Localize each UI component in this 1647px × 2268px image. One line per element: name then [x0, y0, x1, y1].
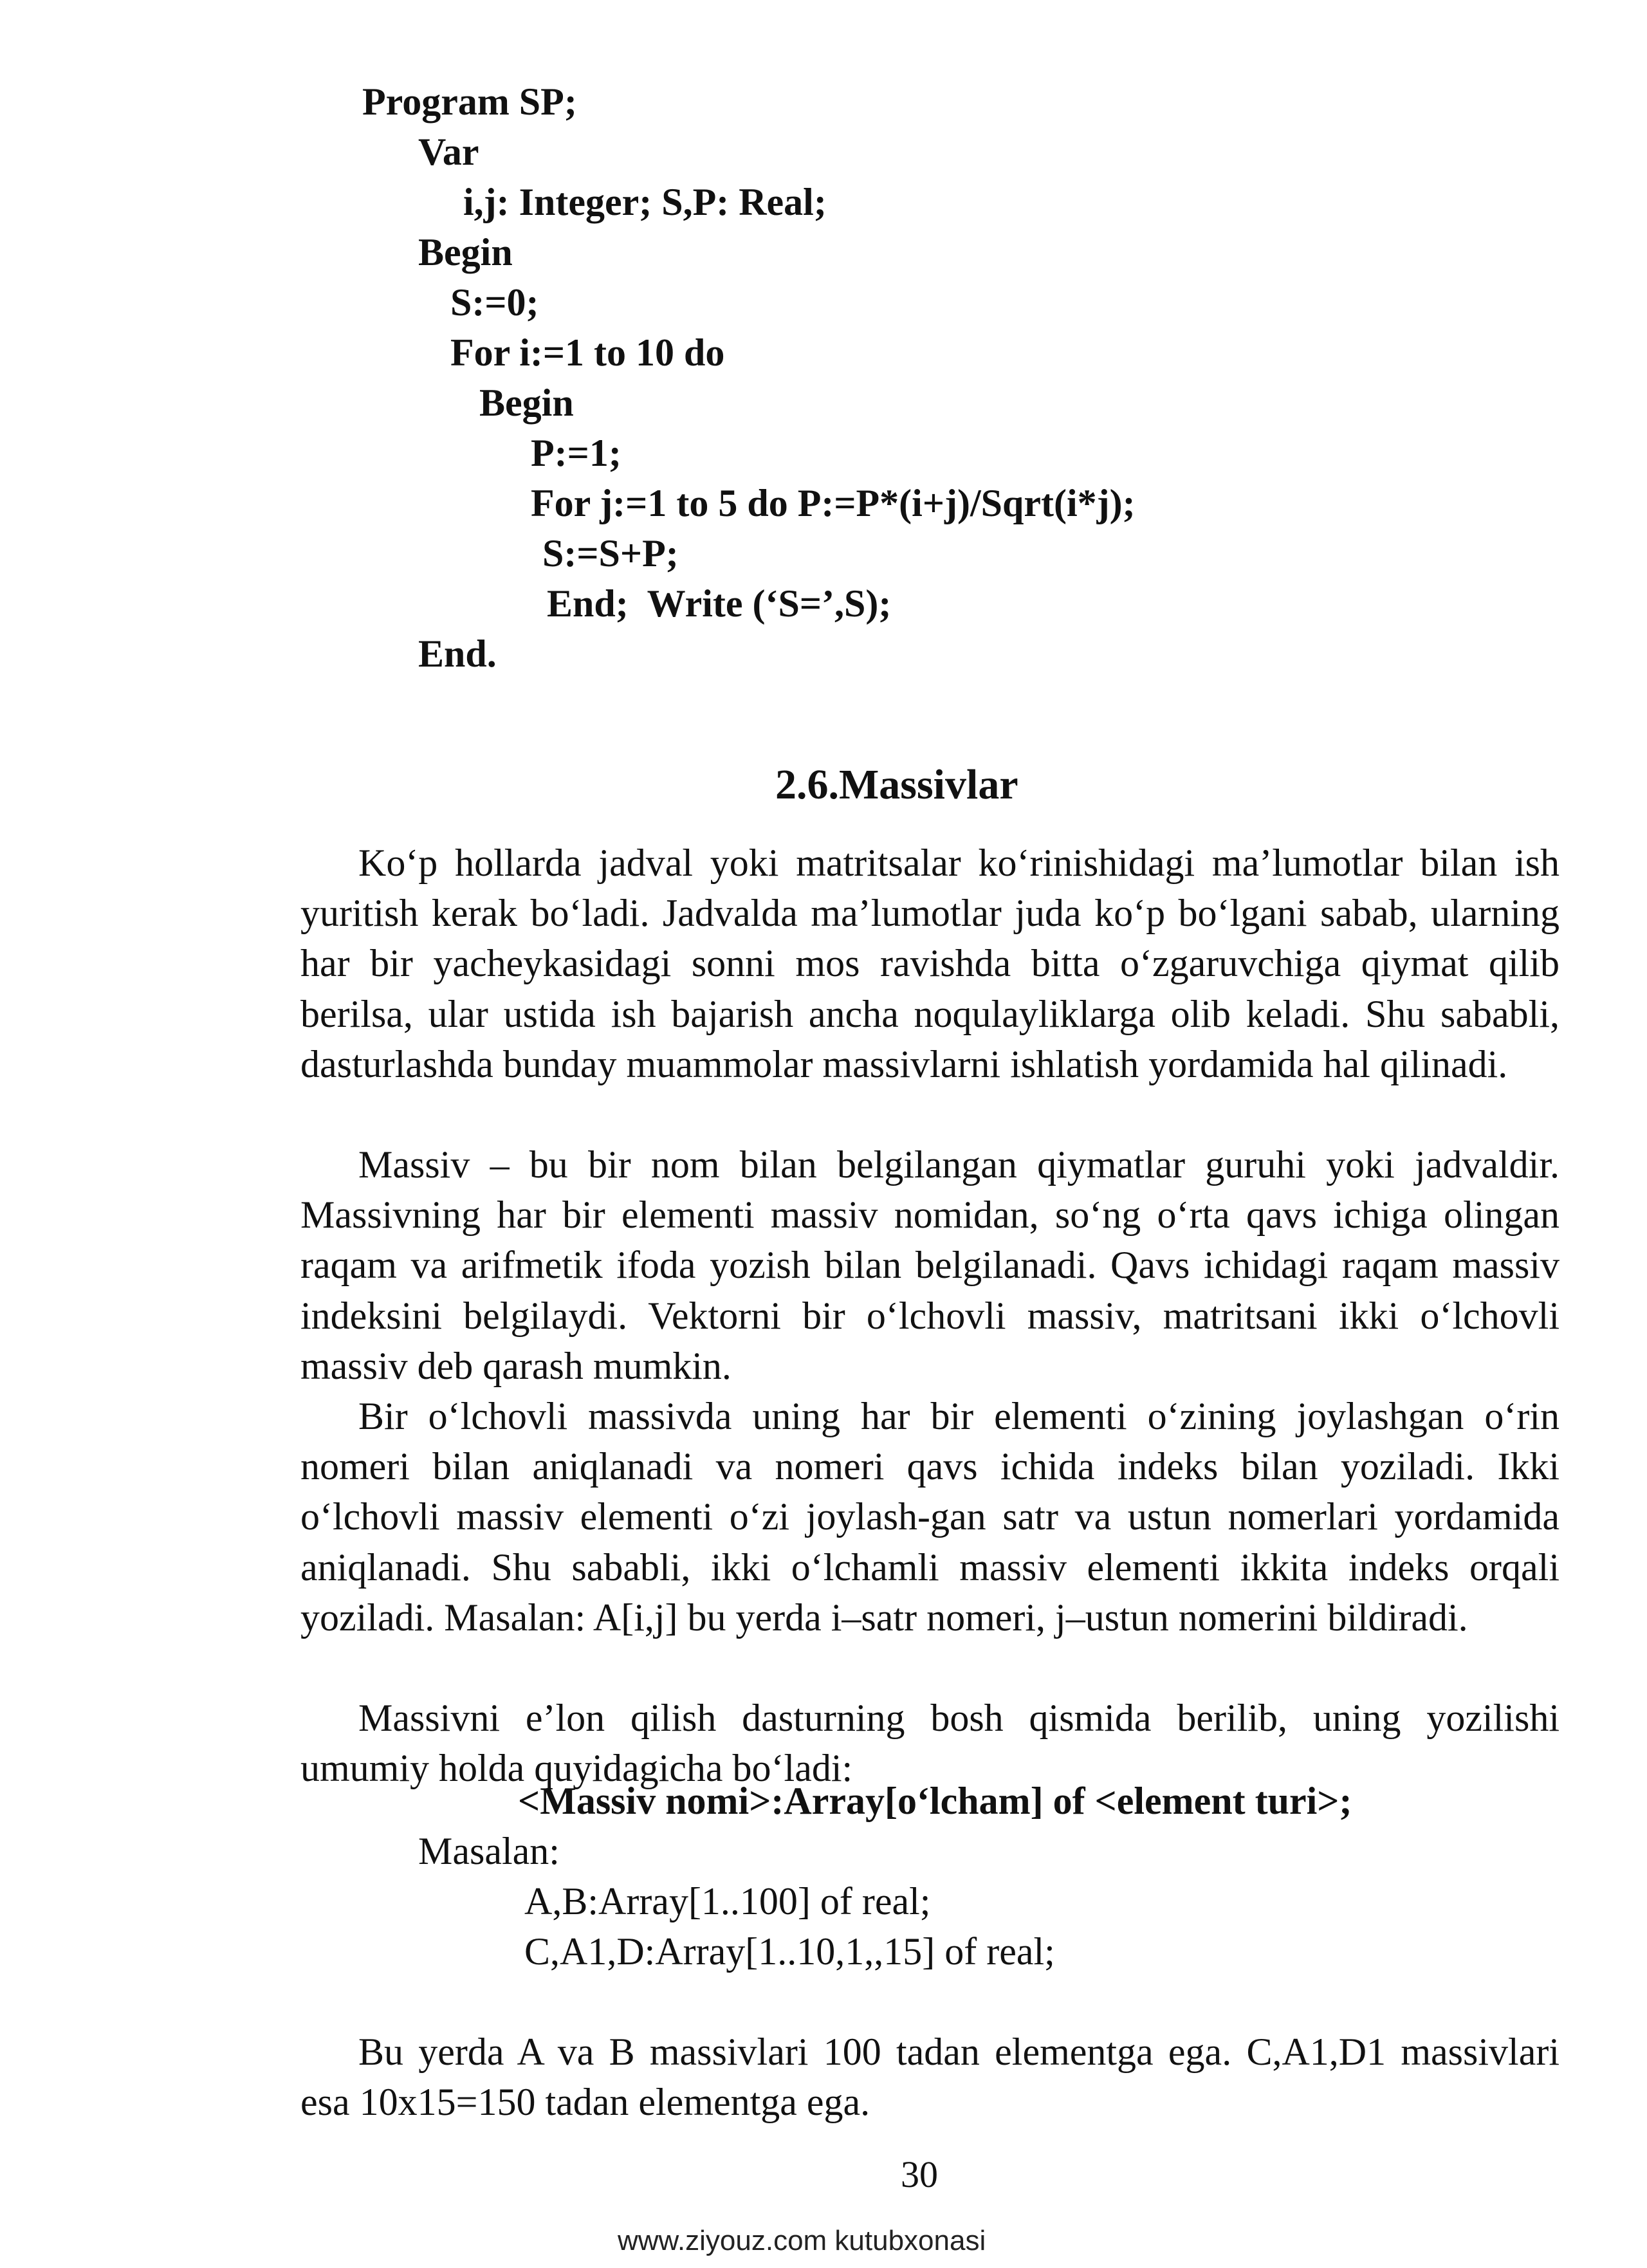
footer-source: www.ziyouz.com kutubxonasi — [618, 2225, 986, 2256]
code-line: End. — [418, 632, 497, 675]
code-line: Begin — [418, 231, 513, 273]
example-line: A,B:Array[1..100] of real; — [524, 1880, 931, 1922]
code-line: Begin — [479, 382, 574, 424]
code-line: End; Write (‘S=’,S); — [547, 582, 892, 625]
code-line: For j:=1 to 5 do P:=P*(i+j)/Sqrt(i*j); — [531, 482, 1136, 524]
code-line: P:=1; — [531, 432, 621, 474]
paragraph: Bir o‘lchovli massivda uning har bir elementi o‘zining joylashgan o‘rin nomeri bilan aniqlanadi va nomeri qavs ichida indeks bilan yoziladi. Ikki o‘lchovli massiv elementi o‘zi joylash-gan satr va ustun nomerlari yordamida aniqlanadi. Shu sababli, ikki o‘lchamli massiv elementi ikkita indeks orqali yoziladi. Masalan: A[i,j] bu yerda i–satr nomeri, j–ustun nomerini bildiradi. — [300, 1395, 1560, 1639]
paragraph: Massiv – bu bir nom bilan belgilangan qiymatlar guruhi yoki jadvaldir. Massivning har bir elementi massiv nomidan, so‘ng o‘rta qavs ichiga olingan raqam va arifmetik ifoda yozish bilan belgilanadi. Qavs ichidagi raqam massiv indeksini belgilaydi. Vektorni bir o‘lchovli massiv, matritsani ikki o‘lchovli massiv deb qarash mumkin. — [300, 1143, 1560, 1387]
paragraph: Ko‘p hollarda jadval yoki matritsalar ko‘rinishidagi ma’lumotlar bilan ish yuritish kerak bo‘ladi. Jadvalda ma’lumotlar juda ko‘p bo‘lgani sabab, ularning har bir yacheykasidagi sonni mos ravishda bitta o‘zgaruvchiga qiymat qilib berilsa, ular ustida ish bajarish ancha noqulayliklarga olib keladi. Shu sababli, dasturlashda bunday muammolar massivlarni ishlatish yordamida hal qilinadi. — [300, 842, 1560, 1085]
code-line: S:=S+P; — [542, 532, 679, 575]
code-line: i,j: Integer; S,P: Real; — [463, 181, 827, 223]
paragraph: Massivni e’lon qilish dasturning bosh qismida berilib, uning yozilishi umumiy holda quyidagicha bo‘ladi: — [300, 1697, 1560, 1790]
example-line: C,A1,D:Array[1..10,1,,15] of real; — [524, 1930, 1055, 1973]
code-line: S:=0; — [450, 281, 539, 324]
section-heading: 2.6.Massivlar — [775, 761, 1018, 808]
code-line: Var — [418, 131, 479, 173]
page-number: 30 — [901, 2153, 938, 2195]
example-label: Masalan: — [418, 1830, 560, 1872]
closing-paragraph: Bu yerda A va B massivlari 100 tadan elementga ega. C,A1,D1 massivlari esa 10x15=150 tadan elementga ega. — [300, 2031, 1560, 2124]
array-syntax: <Massiv nomi>:Array[o‘lcham] of <element turi>; — [518, 1780, 1352, 1822]
code-line: Program SP; — [362, 80, 577, 123]
code-line: For i:=1 to 10 do — [450, 331, 725, 374]
